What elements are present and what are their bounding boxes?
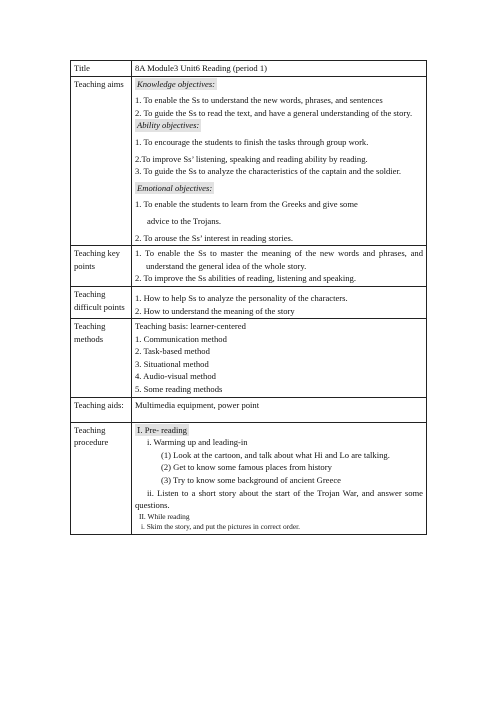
emotional-item-continued: advice to the Trojans. xyxy=(147,215,221,226)
ability-item: 1. To encourage the students to finish the tasks through group work. xyxy=(135,136,369,147)
emotional-item: 2. To arouse the Ss’ interest in reading stories. xyxy=(135,232,294,243)
ability-heading: Ability objectives: xyxy=(137,120,200,131)
aids-row xyxy=(71,397,427,422)
aims-label: Teaching aims xyxy=(71,76,132,246)
difficult-points-row xyxy=(71,286,427,318)
knowledge-item: 2. To guide the Ss to read the text, and have a general understanding of the story. xyxy=(135,107,413,118)
emotional-item: 1. To enable the students to learn from the Greeks and give some xyxy=(135,199,358,210)
key-points-label: Teaching key points xyxy=(71,246,132,287)
procedure-step: (2) Get to know some famous places from history xyxy=(161,462,332,473)
warmup-step: i. Warming up and leading-in xyxy=(147,437,248,448)
ability-item: 2.To improve Ss’ listening, speaking and reading ability by reading. xyxy=(135,153,368,164)
aims-row xyxy=(71,76,427,246)
knowledge-item: 1. To enable the Ss to understand the new words, phrases, and sentences xyxy=(135,95,383,106)
difficult-point-item: 1. How to help Ss to analyze the personality of the characters. xyxy=(135,292,348,303)
pre-reading-heading: Ⅰ. Pre- reading xyxy=(137,424,187,435)
procedure-step: (3) Try to know some background of ancient Greece xyxy=(161,475,341,486)
procedure-label: Teaching procedure xyxy=(71,422,132,534)
procedure-content xyxy=(132,422,427,534)
difficult-point-item: 2. How to understand the meaning of the story xyxy=(135,305,295,316)
skim-step: i. Skim the story, and put the pictures in correct order. xyxy=(141,522,300,532)
while-reading-heading: II. While reading xyxy=(139,511,190,521)
aims-content xyxy=(132,76,427,246)
methods-basis: Teaching basis: learner-centered xyxy=(135,321,246,332)
knowledge-heading: Knowledge objectives: xyxy=(137,78,216,89)
key-points-row xyxy=(71,246,427,287)
methods-content xyxy=(132,319,427,398)
lesson-plan-table xyxy=(70,60,427,535)
procedure-step: (1) Look at the cartoon, and talk about what Hi and Lo are talking. xyxy=(161,449,390,460)
difficult-points-label: Teaching difficult points xyxy=(71,286,132,318)
title-row xyxy=(71,61,427,77)
title-value: 8A Module3 Unit6 Reading (period 1) xyxy=(132,61,427,77)
method-item: 2. Task-based method xyxy=(135,346,210,357)
method-item: 1. Communication method xyxy=(135,333,227,344)
methods-label: Teaching methods xyxy=(71,319,132,398)
difficult-points-content xyxy=(132,286,427,318)
aids-value: Multimedia equipment, power point xyxy=(132,397,427,422)
key-points-content xyxy=(132,246,427,287)
method-item: 3. Situational method xyxy=(135,358,209,369)
title-label: Title xyxy=(71,61,132,77)
emotional-heading: Emotional objectives: xyxy=(137,182,213,193)
aids-label: Teaching aids: xyxy=(71,397,132,422)
ability-item: 3. To guide the Ss to analyze the characteristics of the captain and the soldier. xyxy=(135,166,402,177)
key-point-item: 2. To improve the Ss abilities of reading, listening and speaking. xyxy=(135,273,356,284)
key-point-item: 1. To enable the Ss to master the meaning of the new words and phrases, and understand the general idea of the whole story. xyxy=(135,248,423,271)
methods-row xyxy=(71,319,427,398)
listen-step: ii. Listen to a short story about the start of the Trojan War, and answer some questions. xyxy=(135,487,423,511)
procedure-row xyxy=(71,422,427,534)
method-item: 4. Audio-visual method xyxy=(135,371,216,382)
method-item: 5. Some reading methods xyxy=(135,384,223,395)
